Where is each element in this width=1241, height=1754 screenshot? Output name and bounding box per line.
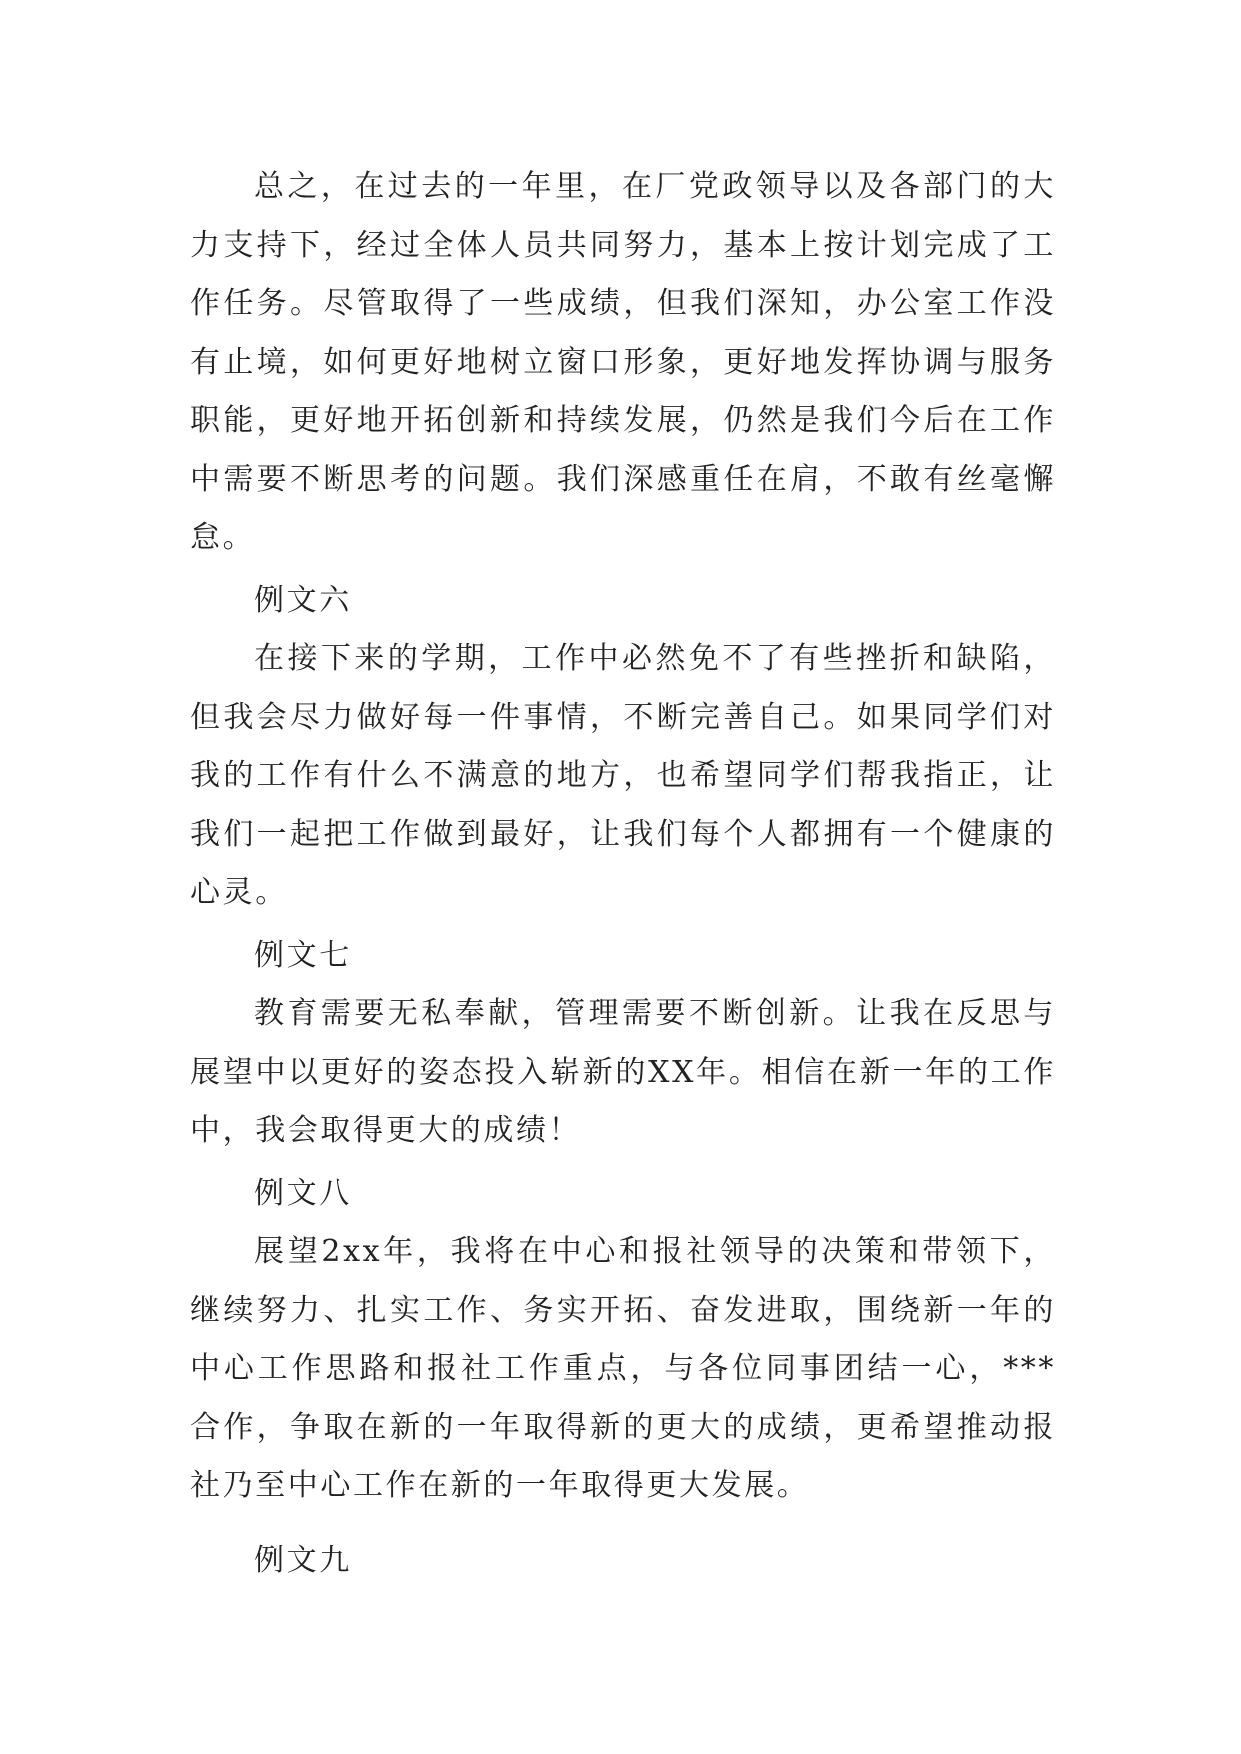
heading-example-7: 例文七 <box>254 937 352 973</box>
paragraph-summary: 总之，在过去的一年里，在厂党政领导以及各部门的大力支持下，经过全体人员共同努力，基本上按计划完成了工作任务。尽管取得了一些成绩，但我们深知，办公室工作没有止境，如何更好地树立窗口形象，更好地发挥协调与服务职能，更好地开拓创新和持续发展，仍然是我们今后在工作中需要不断思考的问题。我们深感重任在肩，不敢有丝毫懈怠。 <box>190 169 1056 555</box>
document-page <box>190 158 1056 1590</box>
paragraph-example-6: 在接下来的学期，工作中必然免不了有些挫折和缺陷，但我会尽力做好每一件事情，不断完善自己。如果同学们对我的工作有什么不满意的地方，也希望同学们帮我指正，让我们一起把工作做到最好，让我们每个人都拥有一个健康的心灵。 <box>190 641 1056 910</box>
heading-example-8: 例文八 <box>254 1175 352 1211</box>
heading-example-6: 例文六 <box>254 582 352 618</box>
paragraph-example-8: 展望2xx年，我将在中心和报社领导的决策和带领下，继续努力、扎实工作、务实开拓、奋发进取，围绕新一年的中心工作思路和报社工作重点，与各位同事团结一心，***合作，争取在新的一年取得新的更大的成绩，更希望推动报社乃至中心工作在新的一年取得更大发展。 <box>190 1234 1056 1503</box>
paragraph-example-7: 教育需要无私奉献，管理需要不断创新。让我在反思与展望中以更好的姿态投入崭新的XX年。相信在新一年的工作中，我会取得更大的成绩！ <box>190 996 1056 1148</box>
heading-example-9: 例文九 <box>254 1542 352 1578</box>
